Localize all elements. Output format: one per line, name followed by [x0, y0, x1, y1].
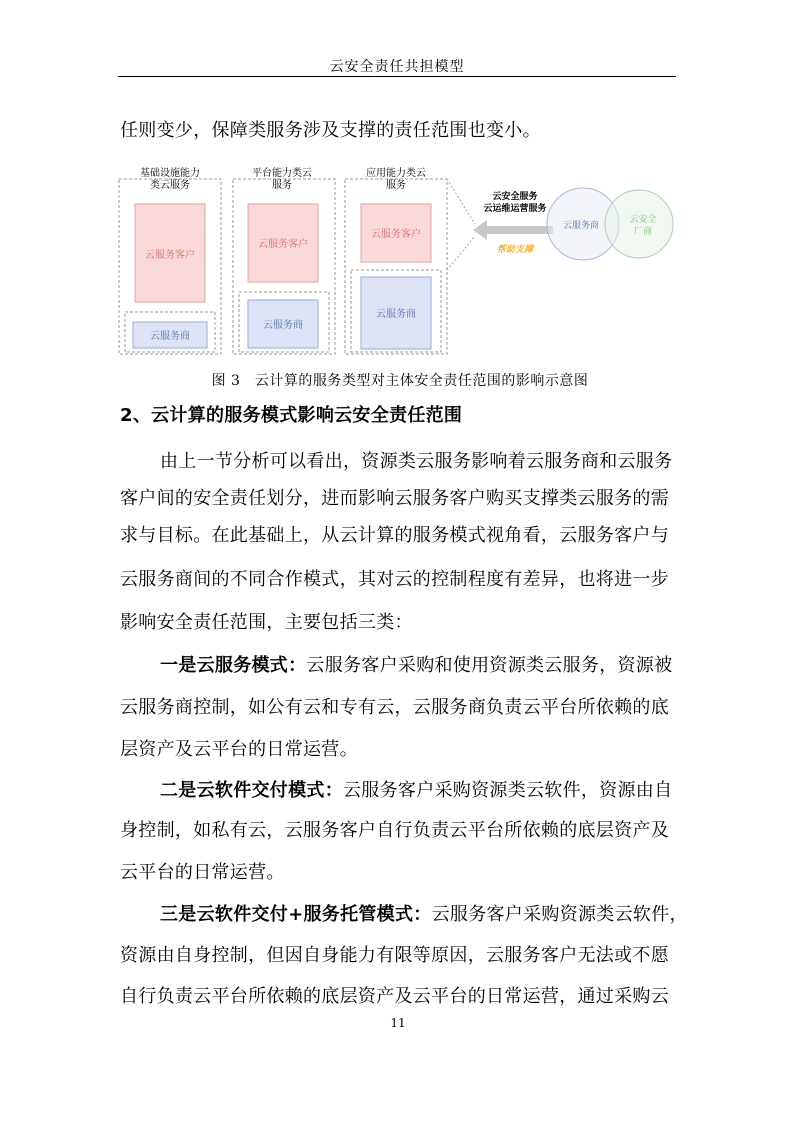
circle-right-line1: 云安全: [629, 215, 657, 225]
col2-title-line1: 平台能力类云: [252, 168, 312, 179]
arrow-left-icon: [473, 220, 553, 240]
col3-provider-label: 云服务商: [376, 309, 416, 320]
col1-title-line1: 基础设施能力: [140, 168, 200, 179]
mode3-text: 云服务客户采购资源类云软件，: [431, 904, 688, 925]
circle-left-label: 云服务商: [562, 221, 600, 231]
para1-line: 云服务商间的不同合作模式，其对云的控制程度有差异，也将进一步: [120, 569, 669, 590]
mode2-line: 身控制，如私有云，云服务客户自行负责云平台所依赖的底层资产及: [120, 820, 669, 841]
col3-title-line2: 服务: [386, 180, 406, 191]
mode3-first-line: [160, 903, 688, 927]
col3-title-line1: 应用能力类云: [366, 168, 426, 179]
connector-top: [447, 179, 475, 224]
col1-customer-label: 云服务客户: [145, 250, 195, 261]
col2-customer-label: 云服务客户: [258, 239, 308, 250]
mode2-first-line: [160, 779, 676, 803]
col1-provider-label: 云服务商: [150, 331, 190, 342]
para1-line: 由上一节分析可以看出，资源类云服务影响着云服务商和云服务: [160, 451, 673, 472]
mode1-line: 云服务商控制，如公有云和专有云，云服务商负责云平台所依赖的底: [120, 697, 669, 718]
para1-line: 求与目标。在此基础上，从云计算的服务模式视角看，云服务客户与: [120, 525, 669, 546]
circle-right-line2: 厂商: [633, 227, 653, 237]
mode2-line: 云平台的日常运营。: [120, 862, 285, 883]
mode3-line: 自行负责云平台所依赖的底层资产及云平台的日常运营，通过采购云: [120, 986, 669, 1007]
paragraph-intro-end: 任则变少，保障类服务涉及支撑的责任范围也变小。: [120, 120, 541, 141]
mode2-label: 二是云软件交付模式：: [160, 780, 343, 801]
para1-line: 客户间的安全责任划分，进而影响云服务客户购买支撑类云服务的需: [120, 488, 669, 509]
header-divider: [118, 76, 676, 77]
figure-caption: 图 3 云计算的服务类型对主体安全责任范围的影响示意图: [211, 373, 589, 389]
section-heading: 2、云计算的服务模式影响云安全责任范围: [120, 405, 463, 426]
mode3-label: 三是云软件交付+服务托管模式：: [160, 904, 432, 925]
mode1-first-line: [160, 654, 676, 678]
mode1-text: 云服务客户采购和使用资源类云服务，资源被: [306, 655, 673, 676]
mode1-line: 层资产及云平台的日常运营。: [120, 739, 358, 760]
mode1-label: 一是云服务模式：: [160, 655, 307, 676]
col1-title-line2: 类云服务: [150, 180, 190, 191]
col2-provider-label: 云服务商: [263, 320, 303, 331]
help-support-label: 帮助支撑: [496, 245, 534, 255]
arrow-label-line2: 云运维运营服务: [483, 204, 547, 214]
col3-customer-label: 云服务客户: [371, 229, 421, 240]
mode3-line: 资源由自身控制，但因自身能力有限等原因，云服务客户无法或不愿: [120, 945, 669, 966]
service-type-figure: [115, 162, 685, 362]
page-number: 11: [390, 1016, 406, 1030]
connector-bottom: [447, 236, 475, 270]
para1-line: 影响安全责任范围，主要包括三类：: [120, 612, 413, 633]
col2-title-line2: 服务: [272, 180, 292, 191]
arrow-label-line1: 云安全服务: [492, 192, 538, 202]
mode2-text: 云服务客户采购资源类云软件，资源由自: [343, 780, 673, 801]
running-header: 云安全责任共担模型: [329, 59, 465, 75]
